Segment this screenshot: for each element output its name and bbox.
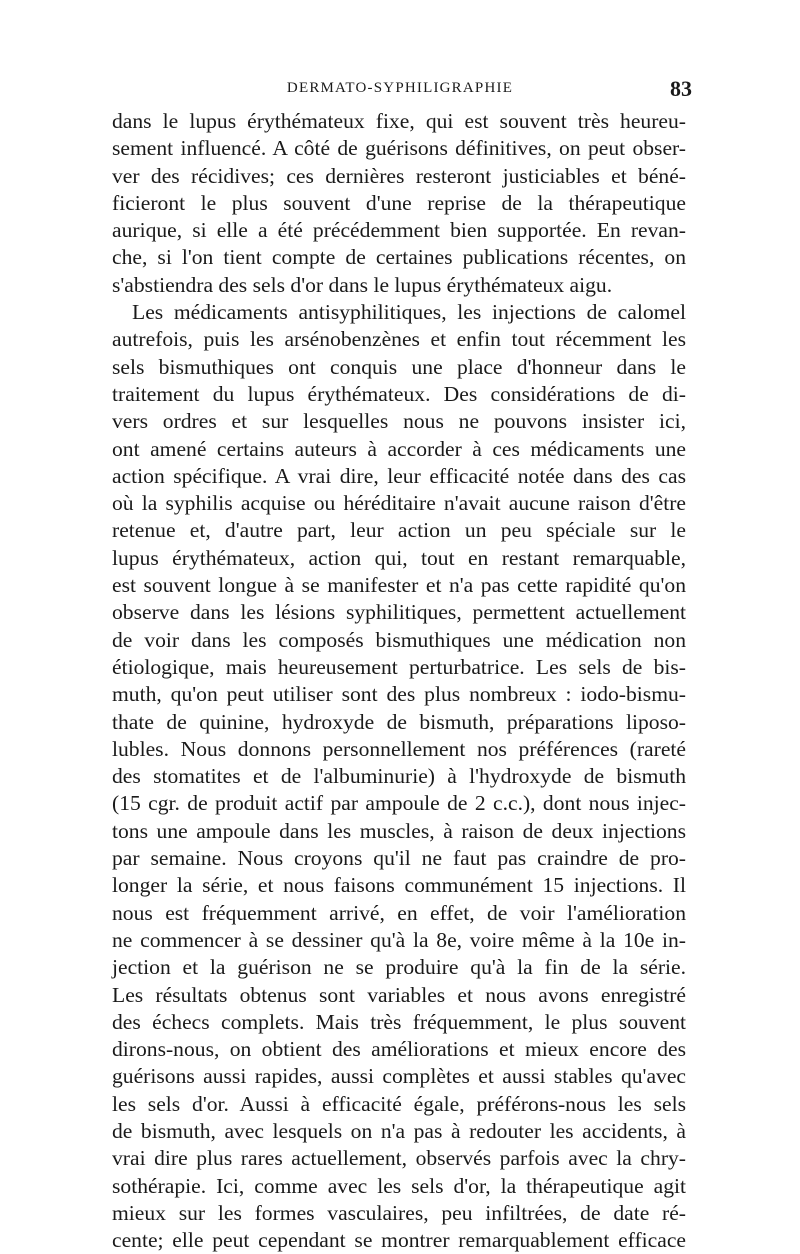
text-line: vers ordres et sur lesquelles nous ne pouvons insister ici, (112, 409, 686, 434)
text-line: Les médicaments antisyphilitiques, les injections de calomel (132, 300, 686, 325)
text-line: aurique, si elle a été précédemment bien supportée. En revan- (112, 218, 686, 243)
text-line: observe dans les lésions syphilitiques, permettent actuellement (112, 600, 686, 625)
text-line: par semaine. Nous croyons qu'il ne faut pas craindre de pro- (112, 846, 686, 871)
text-line: nous est fréquemment arrivé, en effet, de voir l'amélioration (112, 900, 686, 925)
text-line: thate de quinine, hydroxyde de bismuth, préparations liposo- (112, 709, 686, 734)
text-line: des échecs complets. Mais très fréquemment, le plus souvent (112, 1009, 686, 1034)
text-line: cente; elle peut cependant se montrer remarquablement efficace (112, 1228, 686, 1253)
text-line: guérisons aussi rapides, aussi complètes et aussi stables qu'avec (112, 1064, 686, 1089)
text-line: ne commencer à se dessiner qu'à la 8e, voire même à la 10e in- (112, 927, 686, 952)
page-header (108, 76, 692, 100)
text-line: les sels d'or. Aussi à efficacité égale, préférons-nous les sels (112, 1091, 686, 1116)
text-line: lubles. Nous donnons personnellement nos préférences (rareté (112, 736, 686, 761)
text-line: sothérapie. Ici, comme avec les sels d'or, la thérapeutique agit (112, 1173, 686, 1198)
text-line: est souvent longue à se manifester et n'a pas cette rapidité qu'on (112, 573, 686, 598)
text-line: dans le lupus érythémateux fixe, qui est souvent très heureu- (112, 109, 686, 133)
page-number: 83 (670, 76, 692, 101)
text-line: ver des récidives; ces dernières resteront justiciables et béné- (112, 163, 686, 188)
running-title: DERMATO-SYPHILIGRAPHIE (286, 80, 514, 96)
text-line: sement influencé. A côté de guérisons définitives, on peut obser- (112, 136, 686, 161)
text-line: ont amené certains auteurs à accorder à ces médicaments une (112, 436, 686, 461)
body-text (112, 108, 686, 1254)
text-line: de bismuth, avec lesquels on n'a pas à redouter les accidents, à (112, 1118, 686, 1143)
text-line: étiologique, mais heureusement perturbatrice. Les sels de bis- (112, 654, 686, 679)
text-line: autrefois, puis les arsénobenzènes et enfin tout récemment les (112, 327, 686, 352)
text-line: longer la série, et nous faisons communément 15 injections. Il (112, 873, 686, 898)
text-line: traitement du lupus érythémateux. Des considérations de di- (112, 381, 686, 406)
text-line: che, si l'on tient compte de certaines publications récentes, on (112, 245, 686, 270)
text-line: (15 cgr. de produit actif par ampoule de 2 c.c.), dont nous injec- (112, 791, 686, 816)
text-line: mieux sur les formes vasculaires, peu infiltrées, de date ré- (112, 1200, 686, 1225)
text-line: de voir dans les composés bismuthiques une médication non (112, 627, 686, 652)
text-line: où la syphilis acquise ou héréditaire n'avait aucune raison d'être (112, 491, 686, 516)
text-line: retenue et, d'autre part, leur action un peu spéciale sur le (112, 518, 686, 543)
text-line: action spécifique. A vrai dire, leur efficacité notée dans des cas (112, 463, 686, 488)
text-line: dirons-nous, on obtient des améliorations et mieux encore des (112, 1037, 686, 1062)
text-line: vrai dire plus rares actuellement, observés parfois avec la chry- (112, 1146, 686, 1171)
text-line: sels bismuthiques ont conquis une place d'honneur dans le (112, 354, 686, 379)
text-line: tons une ampoule dans les muscles, à raison de deux injections (112, 818, 686, 843)
text-line: des stomatites et de l'albuminurie) à l'hydroxyde de bismuth (112, 764, 686, 789)
text-line: Les résultats obtenus sont variables et nous avons enregistré (112, 982, 686, 1007)
text-line: s'abstiendra des sels d'or dans le lupus érythémateux aigu. (112, 272, 613, 297)
text-line: jection et la guérison ne se produire qu'à la fin de la série. (112, 955, 686, 980)
text-line: muth, qu'on peut utiliser sont des plus nombreux : iodo-bismu- (112, 682, 686, 707)
text-line: lupus érythémateux, action qui, tout en restant remarquable, (112, 545, 686, 570)
text-line: ficieront le plus souvent d'une reprise de la thérapeutique (112, 190, 686, 215)
